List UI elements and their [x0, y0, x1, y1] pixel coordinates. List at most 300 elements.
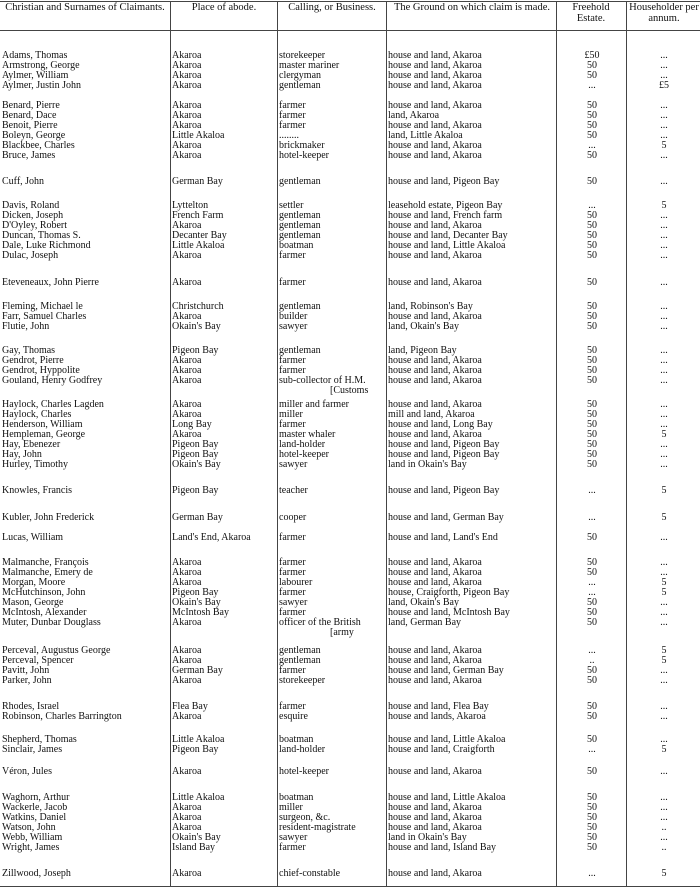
calling: master mariner: [279, 60, 340, 71]
claimant-name: Eteveneaux, John Pierre: [2, 277, 99, 288]
ground-of-claim: house and land, Akaroa: [388, 365, 482, 376]
place-of-abode: Akaroa: [172, 150, 202, 161]
householder-value: ...: [660, 409, 668, 420]
claimant-name: Gendrot, Hyppolite: [2, 365, 80, 376]
ground-of-claim: land in Okain's Bay: [388, 832, 467, 843]
householder-value: ...: [660, 50, 668, 61]
place-of-abode: Akaroa: [172, 868, 202, 879]
place-of-abode: Akaroa: [172, 110, 202, 121]
ground-of-claim: house and land, Akaroa: [388, 375, 482, 386]
calling: farmer: [279, 100, 306, 111]
ground-of-claim: house, Craigforth, Pigeon Bay: [388, 587, 510, 598]
ground-of-claim: house and land, Pigeon Bay: [388, 439, 500, 450]
claimant-name: Malmanche, Emery de: [2, 567, 93, 578]
freehold-estate: ...: [588, 200, 596, 211]
place-of-abode: Akaroa: [172, 120, 202, 131]
ground-of-claim: house and land, Akaroa: [388, 50, 482, 61]
householder-value: ...: [660, 734, 668, 745]
householder-value: ...: [660, 607, 668, 618]
calling: boatman: [279, 240, 314, 251]
ground-of-claim: house and land, Akaroa: [388, 60, 482, 71]
calling: farmer: [279, 532, 306, 543]
ground-of-claim: house and land, Akaroa: [388, 802, 482, 813]
header-freehold: Freehold Estate.: [572, 2, 610, 24]
calling: farmer: [279, 607, 306, 618]
ground-of-claim: house and land, Akaroa: [388, 220, 482, 231]
claimant-name: Watson, John: [2, 822, 56, 833]
calling: storekeeper: [279, 675, 326, 686]
place-of-abode: McIntosh Bay: [172, 607, 229, 618]
claimant-name: Hurley, Timothy: [2, 459, 69, 470]
calling: resident-magistrate: [279, 822, 356, 833]
freehold-estate: 50: [587, 355, 597, 366]
table-row: [0, 843, 700, 853]
freehold-estate: ...: [588, 744, 596, 755]
place-of-abode: Pigeon Bay: [172, 485, 219, 496]
place-of-abode: Akaroa: [172, 70, 202, 81]
calling: gentleman: [279, 655, 321, 666]
place-of-abode: Akaroa: [172, 429, 202, 440]
claimant-name: Gay, Thomas: [2, 345, 56, 356]
householder-value: ...: [660, 802, 668, 813]
ground-of-claim: house and land, Pigeon Bay: [388, 485, 500, 496]
calling: builder: [279, 311, 308, 322]
ground-of-claim: house and land, German Bay: [388, 665, 504, 676]
ground-of-claim: house and land, French farm: [388, 210, 503, 221]
freehold-estate: 50: [587, 321, 597, 332]
ground-of-claim: house and land, Akaroa: [388, 140, 482, 151]
place-of-abode: Pigeon Bay: [172, 587, 219, 598]
householder-value: 5: [661, 200, 667, 211]
ground-of-claim: land, Little Akaloa: [388, 130, 463, 141]
claimant-name: Dale, Luke Richmond: [2, 240, 91, 251]
calling: miller: [279, 409, 303, 420]
householder-value: ...: [660, 812, 668, 823]
place-of-abode: French Farm: [172, 210, 224, 221]
place-of-abode: Akaroa: [172, 802, 202, 813]
ground-of-claim: house and land, Akaroa: [388, 766, 482, 777]
place-of-abode: Island Bay: [172, 842, 216, 853]
householder-value: £5: [659, 80, 669, 91]
claimant-name: Kubler, John Frederick: [2, 512, 95, 523]
ground-of-claim: land in Okain's Bay: [388, 459, 467, 470]
freehold-estate: 50: [587, 220, 597, 231]
freehold-estate: 50: [587, 802, 597, 813]
claimant-name: Blackbee, Charles: [2, 140, 75, 151]
place-of-abode: Little Akaloa: [172, 792, 225, 803]
claimant-name: Gendrot, Pierre: [2, 355, 64, 366]
claimant-name: Perceval, Spencer: [2, 655, 74, 666]
freehold-estate: 50: [587, 567, 597, 578]
ground-of-claim: house and land, Pigeon Bay: [388, 176, 500, 187]
freehold-estate: 50: [587, 766, 597, 777]
place-of-abode: Akaroa: [172, 80, 202, 91]
ground-of-claim: house and land, Akaroa: [388, 655, 482, 666]
householder-value: ...: [660, 301, 668, 312]
freehold-estate: 50: [587, 409, 597, 420]
householder-value: ...: [660, 150, 668, 161]
ground-of-claim: house and lands, Akaroa: [388, 711, 486, 722]
claimant-name: Duncan, Thomas S.: [2, 230, 81, 241]
householder-value: 5: [661, 868, 667, 879]
place-of-abode: Akaroa: [172, 766, 202, 777]
ground-of-claim: house and land, Akaroa: [388, 355, 482, 366]
householder-value: ...: [660, 60, 668, 71]
calling: chief-constable: [279, 868, 341, 879]
ground-of-claim: house and land, Akaroa: [388, 277, 482, 288]
calling: gentleman: [279, 80, 321, 91]
ground-of-claim: land, Pigeon Bay: [388, 345, 457, 356]
table-row: [0, 322, 700, 332]
claimant-name: Knowles, Francis: [2, 485, 72, 496]
table-row: [0, 533, 700, 543]
table-row: [0, 712, 700, 722]
ground-of-claim: house and land, Akaroa: [388, 120, 482, 131]
householder-value: ...: [660, 557, 668, 568]
freehold-estate: ...: [588, 645, 596, 656]
place-of-abode: Akaroa: [172, 365, 202, 376]
householder-value: ...: [660, 250, 668, 261]
householder-value: ...: [660, 70, 668, 81]
place-of-abode: Akaroa: [172, 822, 202, 833]
claimant-name: Hay, John: [2, 449, 42, 460]
table-row: [0, 251, 700, 261]
ground-of-claim: house and land, Akaroa: [388, 399, 482, 410]
table-row: [0, 676, 700, 686]
freehold-estate: 50: [587, 439, 597, 450]
claimant-name: Hay, Ebenezer: [2, 439, 61, 450]
freehold-estate: 50: [587, 842, 597, 853]
calling: farmer: [279, 557, 306, 568]
householder-value: ...: [660, 176, 668, 187]
place-of-abode: Akaroa: [172, 60, 202, 71]
claimant-name: Cuff, John: [2, 176, 45, 187]
claimant-name: Parker, John: [2, 675, 52, 686]
place-of-abode: Akaroa: [172, 375, 202, 386]
calling: brickmaker: [279, 140, 325, 151]
calling: miller and farmer: [279, 399, 349, 410]
ground-of-claim: house and land, Akaroa: [388, 577, 482, 588]
freehold-estate: 50: [587, 734, 597, 745]
calling: miller: [279, 802, 303, 813]
calling: farmer: [279, 419, 306, 430]
claimant-name: Aylmer, Justin John: [2, 80, 81, 91]
claimant-name: Boleyn, George: [2, 130, 66, 141]
ground-of-claim: house and land, Akaroa: [388, 868, 482, 879]
claimant-name: Shepherd, Thomas: [2, 734, 77, 745]
place-of-abode: Akaroa: [172, 409, 202, 420]
header-abode: Place of abode.: [191, 2, 257, 13]
table-row: [0, 767, 700, 777]
householder-value: 5: [661, 140, 667, 151]
table-row: [0, 460, 700, 470]
householder-value: 5: [661, 744, 667, 755]
freehold-estate: 50: [587, 210, 597, 221]
freehold-estate: £50: [584, 50, 600, 61]
freehold-estate: 50: [587, 150, 597, 161]
householder-value: ...: [660, 210, 668, 221]
place-of-abode: Akaroa: [172, 100, 202, 111]
freehold-estate: 50: [587, 399, 597, 410]
calling: surgeon, &c.: [279, 812, 331, 823]
calling: gentleman: [279, 220, 321, 231]
claimant-name: Pavitt, John: [2, 665, 50, 676]
freehold-estate: 50: [587, 176, 597, 187]
table-row: [0, 151, 700, 161]
place-of-abode: Pigeon Bay: [172, 345, 219, 356]
claimant-name: Sinclair, James: [2, 744, 63, 755]
householder-value: ...: [660, 419, 668, 430]
claimant-name: Mason, George: [2, 597, 64, 608]
claimant-name: Lucas, William: [2, 532, 64, 543]
ground-of-claim: house and land, Little Akaloa: [388, 240, 506, 251]
ground-of-claim: house and land, Little Akaloa: [388, 792, 506, 803]
freehold-estate: 50: [587, 60, 597, 71]
place-of-abode: Christchurch: [172, 301, 224, 312]
householder-value: ...: [660, 665, 668, 676]
calling: cooper: [279, 512, 307, 523]
calling: land-holder: [279, 439, 326, 450]
freehold-estate: 50: [587, 812, 597, 823]
calling: master whaler: [279, 429, 336, 440]
freehold-estate: ...: [588, 577, 596, 588]
ground-of-claim: house and land, McIntosh Bay: [388, 607, 510, 618]
table-bottom-rule: [0, 886, 700, 887]
claimant-name: Benoit, Pierre: [2, 120, 58, 131]
householder-value: 5: [661, 429, 667, 440]
householder-value: ...: [660, 345, 668, 356]
ground-of-claim: house and land, Akaroa: [388, 311, 482, 322]
householder-value: 5: [661, 577, 667, 588]
calling: farmer: [279, 110, 306, 121]
freehold-estate: 50: [587, 701, 597, 712]
freehold-estate: 50: [587, 459, 597, 470]
table-row: [0, 869, 700, 879]
calling: farmer: [279, 567, 306, 578]
householder-value: ...: [660, 365, 668, 376]
claimant-name: Aylmer, William: [2, 70, 69, 81]
place-of-abode: Akaroa: [172, 140, 202, 151]
claimant-name: Wright, James: [2, 842, 60, 853]
place-of-abode: German Bay: [172, 176, 223, 187]
calling: farmer: [279, 587, 306, 598]
householder-value: ...: [660, 597, 668, 608]
calling-continuation: [Customs: [330, 385, 369, 396]
claimant-name: Farr, Samuel Charles: [2, 311, 87, 322]
calling: settler: [279, 200, 304, 211]
calling: sawyer: [279, 832, 308, 843]
householder-value: ...: [660, 567, 668, 578]
calling: farmer: [279, 250, 306, 261]
ground-of-claim: house and land, Decanter Bay: [388, 230, 508, 241]
freehold-estate: 50: [587, 449, 597, 460]
place-of-abode: Okain's Bay: [172, 597, 221, 608]
calling: officer of the British: [279, 617, 361, 628]
place-of-abode: Akaroa: [172, 399, 202, 410]
ground-of-claim: house and land, Akaroa: [388, 557, 482, 568]
claimant-name: Dicken, Joseph: [2, 210, 64, 221]
householder-value: ...: [660, 832, 668, 843]
calling: farmer: [279, 355, 306, 366]
calling: gentleman: [279, 176, 321, 187]
claimant-name: Wackerle, Jacob: [2, 802, 68, 813]
freehold-estate: 50: [587, 419, 597, 430]
householder-value: ...: [660, 701, 668, 712]
claimant-name: Robinson, Charles Barrington: [2, 711, 122, 722]
place-of-abode: Akaroa: [172, 277, 202, 288]
place-of-abode: Pigeon Bay: [172, 449, 219, 460]
calling: hotel-keeper: [279, 766, 329, 777]
freehold-estate: 50: [587, 675, 597, 686]
calling: farmer: [279, 120, 306, 131]
ground-of-claim: house and land, Akaroa: [388, 70, 482, 81]
householder-value: ...: [660, 110, 668, 121]
header-name: Christian and Surnames of Claimants.: [5, 2, 165, 13]
calling: farmer: [279, 665, 306, 676]
freehold-estate: 50: [587, 822, 597, 833]
table-row: [0, 375, 700, 396]
calling: ........: [279, 130, 299, 141]
calling: hotel-keeper: [279, 150, 329, 161]
place-of-abode: Pigeon Bay: [172, 744, 219, 755]
ground-of-claim: house and land, Flea Bay: [388, 701, 489, 712]
calling: land-holder: [279, 744, 326, 755]
place-of-abode: German Bay: [172, 512, 223, 523]
freehold-estate: ..: [589, 655, 595, 666]
ground-of-claim: house and land, Akaroa: [388, 150, 482, 161]
table-row: [0, 513, 700, 523]
claimant-name: Benard, Pierre: [2, 100, 60, 111]
freehold-estate: 50: [587, 711, 597, 722]
ground-of-claim: land, Robinson's Bay: [388, 301, 473, 312]
freehold-estate: 50: [587, 277, 597, 288]
calling: sub-collector of H.M.: [279, 375, 366, 386]
householder-value: ...: [660, 399, 668, 410]
table-row: [0, 617, 700, 638]
calling: clergyman: [279, 70, 322, 81]
claimant-name: Flutie, John: [2, 321, 50, 332]
calling: farmer: [279, 365, 306, 376]
freehold-estate: 50: [587, 557, 597, 568]
ground-of-claim: house and land, Long Bay: [388, 419, 493, 430]
householder-value: ...: [660, 459, 668, 470]
freehold-estate: 50: [587, 110, 597, 121]
calling: sawyer: [279, 597, 308, 608]
calling: labourer: [279, 577, 313, 588]
place-of-abode: Little Akaloa: [172, 734, 225, 745]
freehold-estate: ...: [588, 512, 596, 523]
place-of-abode: Akaroa: [172, 250, 202, 261]
ground-of-claim: house and land, Little Akaloa: [388, 734, 506, 745]
table-row: [0, 81, 700, 91]
ground-of-claim: house and land, Akaroa: [388, 645, 482, 656]
householder-value: 5: [661, 645, 667, 656]
ground-of-claim: land, Okain's Bay: [388, 597, 459, 608]
claimant-name: Watkins, Daniel: [2, 812, 67, 823]
calling: sawyer: [279, 459, 308, 470]
householder-value: ...: [660, 240, 668, 251]
place-of-abode: Akaroa: [172, 220, 202, 231]
calling: storekeeper: [279, 50, 326, 61]
householder-value: ...: [660, 277, 668, 288]
householder-value: ...: [660, 321, 668, 332]
householder-value: 5: [661, 655, 667, 666]
place-of-abode: Akaroa: [172, 675, 202, 686]
claimant-name: Muter, Dunbar Douglass: [2, 617, 101, 628]
householder-value: ..: [661, 842, 667, 853]
ground-of-claim: mill and land, Akaroa: [388, 409, 475, 420]
calling: boatman: [279, 792, 314, 803]
freehold-estate: 50: [587, 597, 597, 608]
ground-of-claim: leasehold estate, Pigeon Bay: [388, 200, 503, 211]
freehold-estate: 50: [587, 665, 597, 676]
place-of-abode: Pigeon Bay: [172, 439, 219, 450]
claimant-name: Waghorn, Arthur: [2, 792, 70, 803]
table-row: [0, 278, 700, 288]
freehold-estate: 50: [587, 532, 597, 543]
claimant-name: Fleming, Michael le: [2, 301, 83, 312]
householder-value: ...: [660, 792, 668, 803]
place-of-abode: Little Akaloa: [172, 240, 225, 251]
ground-of-claim: house and land, German Bay: [388, 512, 504, 523]
freehold-estate: 50: [587, 120, 597, 131]
freehold-estate: 50: [587, 617, 597, 628]
freehold-estate: 50: [587, 607, 597, 618]
ground-of-claim: house and land, Akaroa: [388, 812, 482, 823]
householder-value: ..: [661, 822, 667, 833]
householder-value: 5: [661, 587, 667, 598]
calling: farmer: [279, 277, 306, 288]
householder-value: ...: [660, 449, 668, 460]
place-of-abode: Akaroa: [172, 577, 202, 588]
freehold-estate: ...: [588, 485, 596, 496]
freehold-estate: 50: [587, 301, 597, 312]
freehold-estate: 50: [587, 792, 597, 803]
householder-value: ...: [660, 130, 668, 141]
claimant-name: Perceval, Augustus George: [2, 645, 111, 656]
householder-value: ...: [660, 532, 668, 543]
place-of-abode: Akaroa: [172, 812, 202, 823]
calling: teacher: [279, 485, 308, 496]
place-of-abode: Akaroa: [172, 617, 202, 628]
calling: hotel-keeper: [279, 449, 329, 460]
header-calling: Calling, or Business.: [288, 2, 376, 13]
place-of-abode: Akaroa: [172, 711, 202, 722]
place-of-abode: Akaroa: [172, 311, 202, 322]
claimant-name: Véron, Jules: [2, 766, 52, 777]
claimant-name: Malmanche, François: [2, 557, 89, 568]
freehold-estate: 50: [587, 375, 597, 386]
freehold-estate: ...: [588, 868, 596, 879]
ground-of-claim: house and land, Akaroa: [388, 250, 482, 261]
claimant-name: Henderson, William: [2, 419, 83, 430]
freehold-estate: 50: [587, 240, 597, 251]
calling: gentleman: [279, 345, 321, 356]
ground-of-claim: land, Akaroa: [388, 110, 440, 121]
place-of-abode: Akaroa: [172, 50, 202, 61]
claimant-name: D'Oyley, Robert: [2, 220, 68, 231]
place-of-abode: Okain's Bay: [172, 459, 221, 470]
place-of-abode: Okain's Bay: [172, 832, 221, 843]
freehold-estate: ...: [588, 587, 596, 598]
place-of-abode: Little Akaloa: [172, 130, 225, 141]
ground-of-claim: house and land, Craigforth: [388, 744, 495, 755]
householder-value: 5: [661, 512, 667, 523]
header-householder: Householder per annum.: [629, 2, 699, 24]
freehold-estate: 50: [587, 832, 597, 843]
table-row: [0, 486, 700, 496]
ground-of-claim: house and land, Akaroa: [388, 822, 482, 833]
